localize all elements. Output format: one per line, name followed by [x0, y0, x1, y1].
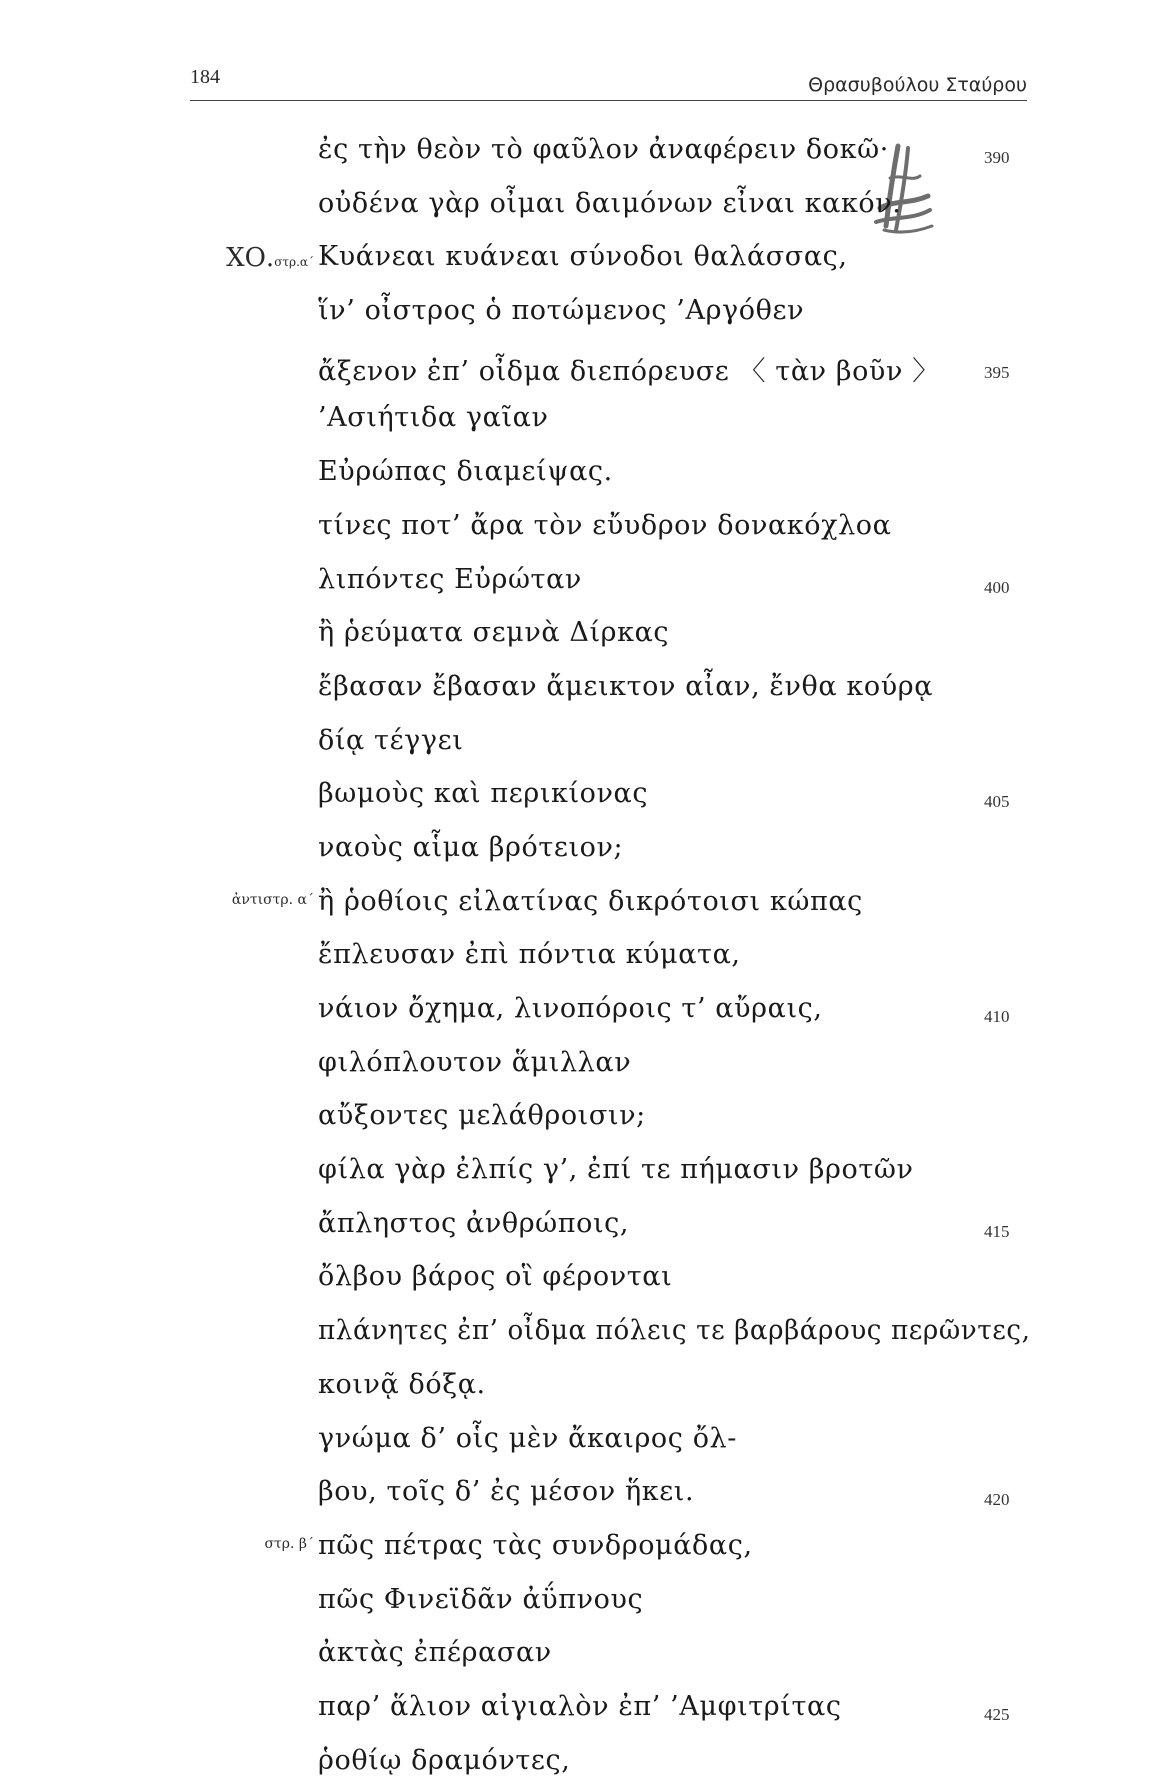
verse-text: οὐδένα γὰρ οἶμαι δαιμόνων εἶναι κακόν.	[318, 187, 902, 219]
verse-text: ’Ασιήτιδα γαῖαν	[318, 402, 549, 434]
verse-line	[0, 1578, 1152, 1632]
verse-line	[0, 1094, 1152, 1148]
verse-text: ὄλβου βάρος οἳ φέρονται	[318, 1261, 673, 1293]
verse-text: ἄπληστος ἀνθρώποις,	[318, 1207, 630, 1239]
verse-text: αὔξοντες μελάθροισιν;	[318, 1100, 646, 1132]
verse-line	[0, 504, 1152, 558]
verse-line	[0, 933, 1152, 987]
verse-text: ἔπλευσαν ἐπὶ πόντια κύματα,	[318, 939, 741, 971]
running-head: Θρασυβούλου Σταύρου	[808, 74, 1027, 96]
verse-text: ἀκτὰς ἐπέρασαν	[318, 1637, 552, 1669]
verse-line	[0, 611, 1152, 665]
verse-text: πῶς πέτρας τὰς συνδρομάδας,	[318, 1529, 753, 1561]
verse-text: ἔβασαν ἔβασαν ἄμεικτον αἶαν, ἔνθα κούρᾳ	[318, 670, 934, 702]
line-number: 420	[984, 1490, 1010, 1510]
header-rule	[190, 100, 1027, 101]
strophe-marker: ΧΟ.στρ.α΄	[226, 243, 314, 274]
verse-text: δίᾳ τέγγει	[318, 724, 464, 756]
line-number: 390	[984, 148, 1010, 167]
verse-line	[0, 450, 1152, 504]
verse-text: βου, τοῖς δ’ ἐς μέσον ἥκει.	[318, 1476, 695, 1508]
verse-text: ἢ ῥοθίοις εἰλατίνας δικρότοισι κώπας	[318, 885, 863, 917]
verse-line	[0, 289, 1152, 343]
verse-line	[0, 558, 1152, 612]
verse-line	[0, 1309, 1152, 1363]
verse-text: φίλα γὰρ ἐλπίς γ’, ἐπί τε πήμασιν βροτῶν	[318, 1154, 914, 1186]
verse-line	[0, 826, 1152, 880]
verse-text: πῶς Φινεϊδᾶν ἀΰπνους	[318, 1583, 644, 1615]
verse-line	[0, 396, 1152, 450]
verse-line	[0, 1255, 1152, 1309]
verse-line	[0, 1417, 1152, 1471]
verse-text: νάιον ὄχημα, λινοπόροις τ’ αὔραις,	[318, 993, 823, 1024]
verse-line	[0, 1041, 1152, 1095]
verse-line	[0, 1685, 1152, 1739]
verse-line	[0, 1148, 1152, 1202]
verse-line	[0, 880, 1152, 934]
page-number: 184	[190, 66, 220, 88]
verse-text: βωμοὺς καὶ περικίονας	[318, 778, 649, 810]
verse-line	[0, 1631, 1152, 1685]
verse-line	[0, 719, 1152, 773]
line-number: 400	[984, 577, 1010, 597]
verse-block	[0, 128, 1152, 1792]
verse-line	[0, 1739, 1152, 1792]
verse-text: τίνες ποτ’ ἄρα τὸν εὔυδρον δονακόχλοα	[318, 509, 892, 541]
verse-line	[0, 665, 1152, 719]
verse-text: ἢ ῥεύματα σεμνὰ Δίρκας	[318, 617, 670, 649]
verse-text: πλάνητες ἐπ’ οἶδμα πόλεις τε βαρβάρους περῶντες,	[318, 1315, 1031, 1347]
line-number: 425	[984, 1704, 1010, 1724]
verse-line	[0, 182, 1152, 236]
verse-text: λιπόντες Εὐρώταν	[318, 563, 582, 595]
line-number: 395	[984, 362, 1010, 382]
strophe-marker: στρ. β΄	[264, 1535, 314, 1552]
verse-text: ῥοθίῳ δραμόντες,	[318, 1744, 571, 1776]
line-number: 405	[984, 792, 1010, 812]
verse-text: γνώμα δ’ οἷς μὲν ἄκαιρος ὄλ-	[318, 1422, 737, 1454]
verse-text: Κυάνεαι κυάνεαι σύνοδοι θαλάσσας,	[318, 241, 848, 273]
strophe-marker: ἀντιστρ. α΄	[231, 891, 314, 908]
verse-line	[0, 128, 1152, 182]
verse-text: ἐς τὴν θεὸν τὸ φαῦλον ἀναφέρειν δοκῶ·	[318, 134, 889, 165]
verse-line	[0, 235, 1152, 289]
verse-text: κοινᾷ δόξᾳ.	[318, 1368, 486, 1400]
verse-line	[0, 772, 1152, 826]
verse-line	[0, 1363, 1152, 1417]
verse-text: ναοὺς αἷμα βρότειον;	[318, 831, 624, 863]
line-number: 410	[984, 1007, 1010, 1026]
line-number: 415	[984, 1221, 1010, 1241]
verse-text: Εὐρώπας διαμείψας.	[318, 456, 613, 488]
verse-line	[0, 1202, 1152, 1256]
verse-line	[0, 1470, 1152, 1524]
verse-text: ἄξενον ἐπ’ οἶδμα διεπόρευσε 〈 τὰν βοῦν 〉	[318, 355, 940, 387]
verse-text: παρ’ ἅλιον αἰγιαλὸν ἐπ’ ’Αμφιτρίτας	[318, 1690, 842, 1722]
verse-line	[0, 343, 1152, 397]
verse-text: φιλόπλουτον ἅμιλλαν	[318, 1046, 632, 1078]
verse-line	[0, 987, 1152, 1041]
verse-text: ἵν’ οἶστρος ὁ ποτώμενος ’Αργόθεν	[318, 295, 805, 327]
verse-line	[0, 1524, 1152, 1578]
